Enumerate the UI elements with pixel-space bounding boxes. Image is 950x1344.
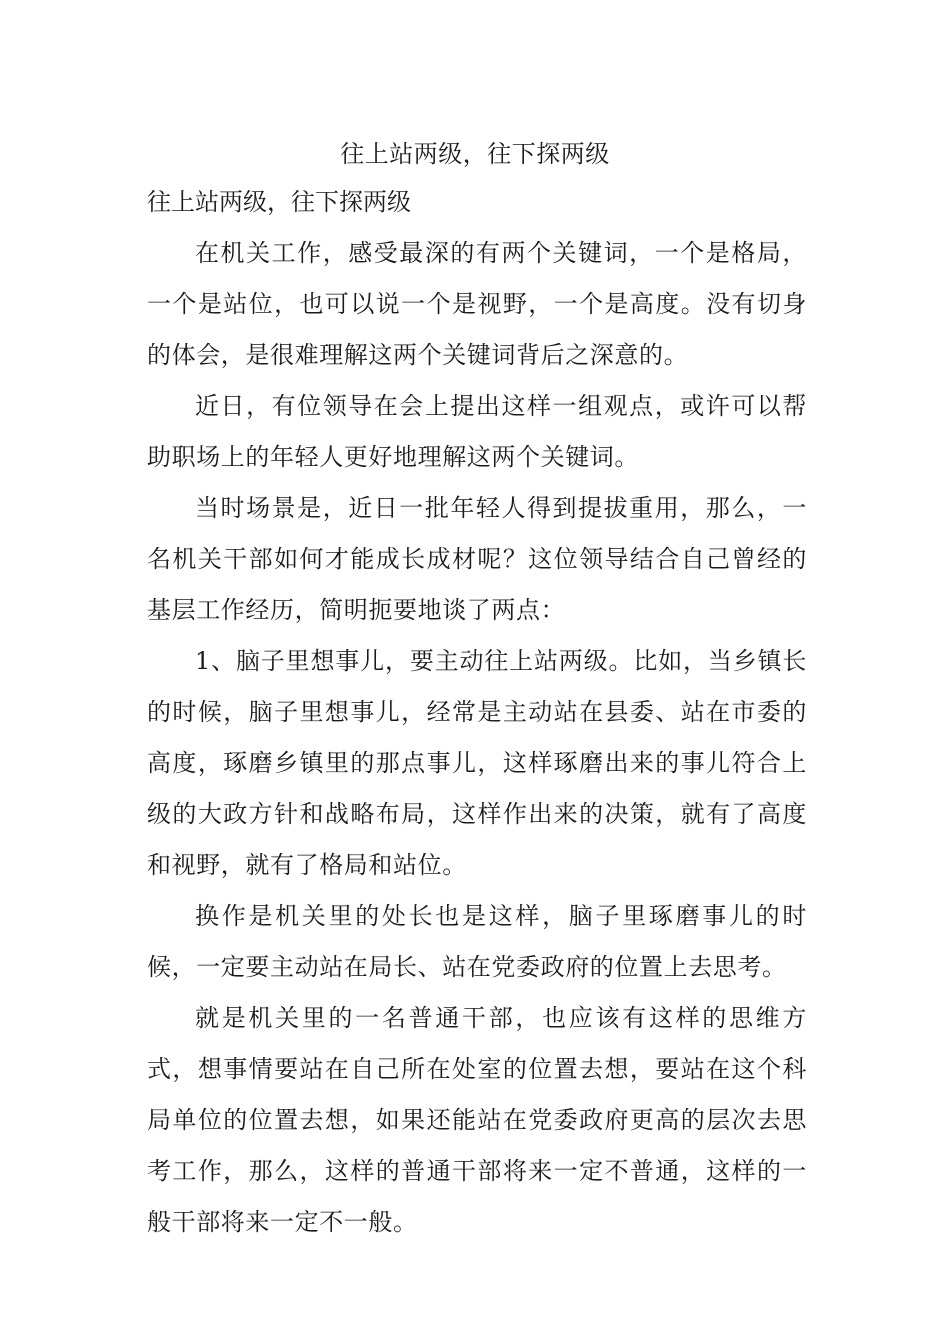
document-subtitle: 往上站两级，往下探两级 <box>147 188 411 216</box>
paragraph-4: 1、脑子里想事儿，要主动往上站两级。比如，当乡镇长的时候，脑子里想事儿，经常是主动站在县委、站在市委的高度，琢磨乡镇里的那点事儿，这样琢磨出来的事儿符合上级的大政方针和战略布局，这样作出来的决策，就有了高度和视野，就有了格局和站位。 <box>147 647 807 879</box>
paragraph-2: 近日，有位领导在会上提出这样一组观点，或许可以帮助职场上的年轻人更好地理解这两个关键词。 <box>147 392 807 471</box>
paragraph-6: 就是机关里的一名普通干部，也应该有这样的思维方式，想事情要站在自己所在处室的位置去想，要站在这个科局单位的位置去想，如果还能站在党委政府更高的层次去思考工作，那么，这样的普通干部将来一定不普通，这样的一般干部将来一定不一般。 <box>147 1004 807 1236</box>
document-title: 往上站两级，往下探两级 <box>340 140 610 168</box>
document-body <box>147 228 807 1248</box>
paragraph-1: 在机关工作，感受最深的有两个关键词，一个是格局，一个是站位，也可以说一个是视野，一个是高度。没有切身的体会，是很难理解这两个关键词背后之深意的。 <box>147 239 807 369</box>
paragraph-3: 当时场景是，近日一批年轻人得到提拔重用，那么，一名机关干部如何才能成长成材呢？这位领导结合自己曾经的基层工作经历，简明扼要地谈了两点： <box>147 494 807 624</box>
paragraph-5: 换作是机关里的处长也是这样，脑子里琢磨事儿的时候，一定要主动站在局长、站在党委政府的位置上去思考。 <box>147 902 807 981</box>
